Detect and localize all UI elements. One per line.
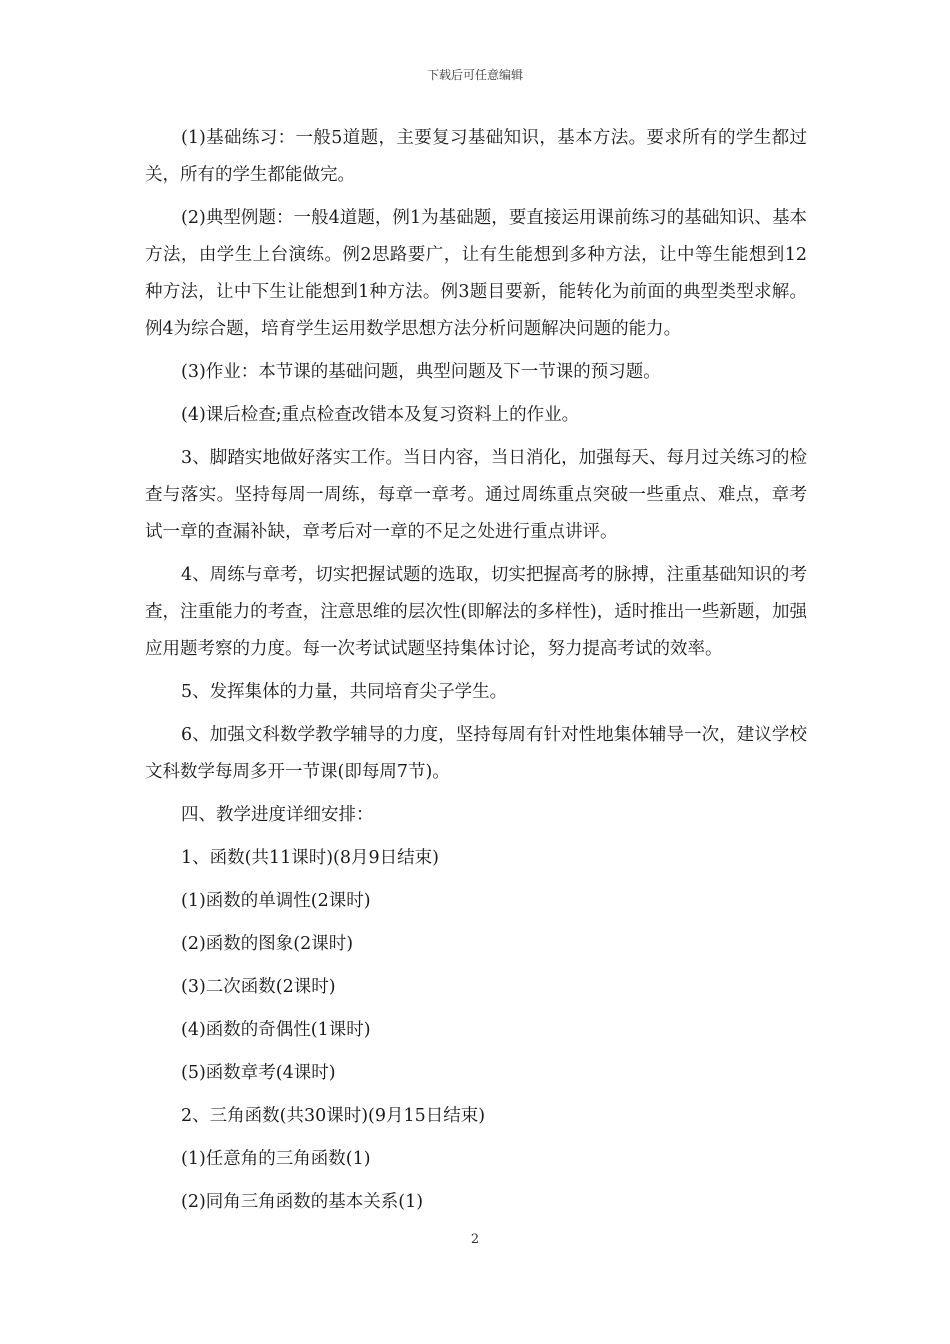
- list-item: 1、函数(共11课时)(8月9日结束): [181, 848, 439, 868]
- page-number: 2: [470, 1232, 480, 1247]
- list-item: (4)函数的奇偶性(1课时): [181, 1020, 371, 1040]
- paragraph: (1)基础练习：一般5道题，主要复习基础知识，基本方法。要求所有的学生都过关，所有的学生都能做完。: [145, 128, 807, 185]
- paragraph: (3)作业：本节课的基础问题，典型问题及下一节课的预习题。: [181, 362, 661, 382]
- paragraph: 3、脚踏实地做好落实工作。当日内容，当日消化，加强每天、每月过关练习的检查与落实。坚持每周一周练，每章一章考。通过周练重点突破一些重点、难点，章考试一章的查漏补缺，章考后对一章的不足之处进行重点讲评。: [145, 448, 807, 542]
- page-header: 下载后可任意编辑: [426, 68, 523, 82]
- paragraph: (2)典型例题：一般4道题，例1为基础题，要直接运用课前练习的基础知识、基本方法，由学生上台演练。例2思路要广，让有生能想到多种方法，让中等生能想到12种方法，让中下生让能想到1种方法。例3题目要新，能转化为前面的典型类型求解。例4为综合题，培育学生运用数学思想方法分析问题解决问题的能力。: [145, 208, 807, 339]
- list-item: (2)函数的图象(2课时): [181, 934, 354, 954]
- list-item: 2、三角函数(共30课时)(9月15日结束): [181, 1106, 486, 1126]
- list-item: (1)任意角的三角函数(1): [181, 1149, 371, 1169]
- document-body: [145, 120, 807, 1227]
- paragraph: 6、加强文科数学教学辅导的力度，坚持每周有针对性地集体辅导一次，建议学校文科数学每周多开一节课(即每周7节)。: [145, 725, 807, 782]
- list-item: (3)二次函数(2课时): [181, 977, 336, 997]
- list-item: (1)函数的单调性(2课时): [181, 891, 371, 911]
- paragraph: 5、发挥集体的力量，共同培育尖子学生。: [181, 682, 508, 702]
- paragraph: (4)课后检查;重点检查改错本及复习资料上的作业。: [181, 405, 580, 425]
- list-item: (5)函数章考(4课时): [181, 1063, 336, 1083]
- paragraph: 4、周练与章考，切实把握试题的选取，切实把握高考的脉搏，注重基础知识的考查，注重能力的考查，注意思维的层次性(即解法的多样性)，适时推出一些新题，加强应用题考察的力度。每一次考试试题坚持集体讨论，努力提高考试的效率。: [145, 565, 807, 659]
- section-heading: 四、教学进度详细安排：: [181, 805, 374, 825]
- list-item: (2)同角三角函数的基本关系(1): [181, 1192, 424, 1212]
